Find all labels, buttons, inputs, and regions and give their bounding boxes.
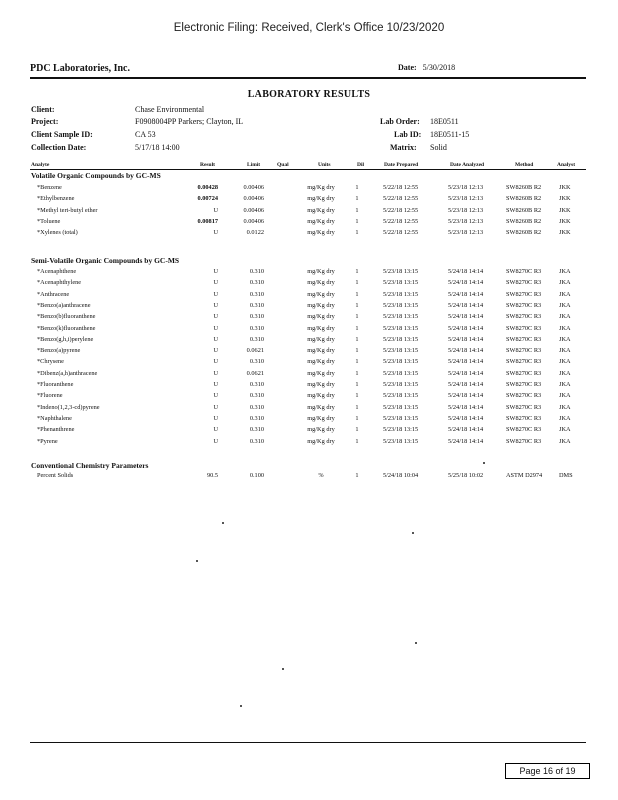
scan-speck bbox=[415, 642, 417, 644]
sample-id-value: CA 53 bbox=[135, 130, 156, 139]
col-method: Method bbox=[515, 162, 534, 168]
cell-result: U bbox=[213, 290, 218, 298]
client-label: Client: bbox=[31, 105, 55, 114]
cell-limit: 0.0621 bbox=[246, 369, 264, 377]
table-row bbox=[0, 415, 618, 426]
header-rule bbox=[30, 77, 586, 79]
cell-date-prepared: 5/23/18 13:15 bbox=[383, 392, 419, 400]
cell-analyte: *Anthracene bbox=[37, 290, 70, 298]
project-value: F0908004PP Parkers; Clayton, IL bbox=[135, 117, 244, 126]
cell-dilution: 1 bbox=[355, 437, 359, 445]
cell-result: U bbox=[213, 268, 218, 275]
cell-result: U bbox=[213, 347, 218, 355]
matrix-label: Matrix: bbox=[390, 143, 417, 152]
cell-date-prepared: 5/23/18 13:15 bbox=[383, 403, 419, 411]
sample-id-label: Client Sample ID: bbox=[31, 130, 93, 139]
cell-date-analyzed: 5/24/18 14:14 bbox=[448, 313, 484, 321]
cell-analyte: *Xylenes (total) bbox=[37, 229, 78, 237]
cell-result: U bbox=[213, 229, 218, 237]
lab-order-label: Lab Order: bbox=[380, 117, 420, 126]
cell-dilution: 1 bbox=[355, 313, 359, 321]
cell-method: SW8270C R3 bbox=[506, 426, 542, 434]
cell-date-prepared: 5/23/18 13:15 bbox=[383, 347, 419, 355]
cell-limit: 0.310 bbox=[249, 381, 264, 388]
cell-date-prepared: 5/23/18 13:15 bbox=[383, 279, 419, 287]
cell-units: mg/Kg dry bbox=[307, 347, 335, 355]
cell-units: mg/Kg dry bbox=[307, 268, 335, 275]
cell-units: mg/Kg dry bbox=[307, 217, 335, 225]
cell-analyst: JKK bbox=[559, 206, 571, 214]
cell-date-prepared: 5/23/18 13:15 bbox=[383, 381, 419, 388]
cell-limit: 0.310 bbox=[249, 437, 264, 445]
cell-limit: 0.310 bbox=[249, 268, 264, 275]
cell-date-prepared: 5/22/18 12:55 bbox=[383, 184, 419, 191]
cell-limit: 0.100 bbox=[249, 472, 264, 479]
scan-speck bbox=[412, 532, 414, 534]
cell-analyst: JKK bbox=[559, 229, 571, 237]
cell-date-analyzed: 5/24/18 14:14 bbox=[448, 414, 484, 422]
cell-date-prepared: 5/23/18 13:15 bbox=[383, 335, 419, 343]
table-row bbox=[0, 404, 618, 415]
cell-units: mg/Kg dry bbox=[307, 403, 335, 411]
cell-analyst: JKA bbox=[559, 324, 571, 332]
table-row bbox=[0, 438, 618, 449]
cell-dilution: 1 bbox=[355, 290, 359, 298]
cell-dilution: 1 bbox=[355, 358, 359, 366]
cell-units: mg/Kg dry bbox=[307, 290, 335, 298]
cell-analyte: *Benzo(a)pyrene bbox=[37, 347, 81, 355]
cell-dilution: 1 bbox=[355, 426, 359, 434]
cell-date-analyzed: 5/24/18 14:14 bbox=[448, 279, 484, 287]
cell-date-prepared: 5/23/18 13:15 bbox=[383, 414, 419, 422]
cell-result: U bbox=[213, 206, 218, 214]
cell-limit: 0.310 bbox=[249, 290, 264, 298]
table-row bbox=[0, 291, 618, 302]
cell-date-analyzed: 5/24/18 14:14 bbox=[448, 437, 484, 445]
table-row bbox=[0, 207, 618, 218]
scan-speck bbox=[196, 560, 198, 562]
cell-analyst: JKA bbox=[559, 403, 571, 411]
cell-analyst: JKA bbox=[559, 313, 571, 321]
cell-limit: 0.310 bbox=[249, 403, 264, 411]
cell-dilution: 1 bbox=[355, 195, 359, 203]
client-value: Chase Environmental bbox=[135, 105, 205, 114]
section-title: Volatile Organic Compounds by GC-MS bbox=[31, 171, 161, 180]
cell-limit: 0.310 bbox=[249, 414, 264, 422]
cell-dilution: 1 bbox=[355, 403, 359, 411]
cell-units: mg/Kg dry bbox=[307, 369, 335, 377]
cell-result: U bbox=[213, 403, 218, 411]
scan-speck bbox=[282, 668, 284, 670]
table-row bbox=[0, 347, 618, 358]
cell-analyte: *Naphthalene bbox=[37, 414, 72, 422]
cell-date-prepared: 5/23/18 13:15 bbox=[383, 268, 419, 275]
cell-analyst: JKA bbox=[559, 268, 571, 275]
cell-limit: 0.0621 bbox=[246, 347, 264, 355]
table-row bbox=[0, 370, 618, 381]
cell-date-prepared: 5/22/18 12:55 bbox=[383, 206, 419, 214]
cell-analyte: *Methyl tert-butyl ether bbox=[37, 206, 98, 214]
cell-analyte: *Chrysene bbox=[37, 358, 64, 366]
report-date-label: Date: bbox=[398, 63, 417, 72]
cell-result: U bbox=[213, 313, 218, 321]
cell-analyte: *Benzo(b)fluoranthene bbox=[37, 313, 96, 321]
table-row bbox=[0, 218, 618, 229]
cell-limit: 0.310 bbox=[249, 392, 264, 400]
cell-units: mg/Kg dry bbox=[307, 195, 335, 203]
cell-limit: 0.310 bbox=[249, 426, 264, 434]
cell-analyte: *Fluorene bbox=[37, 392, 63, 400]
cell-dilution: 1 bbox=[355, 347, 359, 355]
cell-date-prepared: 5/23/18 13:15 bbox=[383, 290, 419, 298]
cell-analyte: *Phenanthrene bbox=[37, 426, 75, 434]
cell-date-analyzed: 5/23/18 12:13 bbox=[448, 217, 484, 225]
cell-result: U bbox=[213, 369, 218, 377]
cell-method: SW8270C R3 bbox=[506, 392, 542, 400]
cell-limit: 0.00406 bbox=[243, 184, 264, 191]
cell-date-analyzed: 5/24/18 14:14 bbox=[448, 403, 484, 411]
cell-result: U bbox=[213, 437, 218, 445]
cell-result: U bbox=[213, 279, 218, 287]
cell-date-prepared: 5/22/18 12:55 bbox=[383, 195, 419, 203]
cell-analyte: *Fluoranthene bbox=[37, 381, 74, 388]
cell-date-analyzed: 5/24/18 14:14 bbox=[448, 358, 484, 366]
lab-id-value: 18E0511-15 bbox=[430, 130, 470, 139]
cell-method: SW8270C R3 bbox=[506, 437, 542, 445]
cell-date-prepared: 5/23/18 13:15 bbox=[383, 313, 419, 321]
cell-dilution: 1 bbox=[355, 301, 359, 309]
cell-method: SW8270C R3 bbox=[506, 279, 542, 287]
cell-date-analyzed: 5/24/18 14:14 bbox=[448, 426, 484, 434]
cell-date-analyzed: 5/24/18 14:14 bbox=[448, 301, 484, 309]
footer-rule bbox=[30, 742, 586, 743]
col-date-analyzed: Date Analyzed bbox=[450, 162, 485, 168]
cell-limit: 0.00406 bbox=[243, 195, 264, 203]
lab-order-value: 18E0511 bbox=[430, 117, 459, 126]
cell-dilution: 1 bbox=[355, 268, 359, 275]
cell-method: SW8270C R3 bbox=[506, 358, 542, 366]
cell-units: mg/Kg dry bbox=[307, 414, 335, 422]
cell-analyst: JKK bbox=[559, 184, 571, 191]
cell-date-prepared: 5/22/18 12:55 bbox=[383, 217, 419, 225]
cell-date-analyzed: 5/24/18 14:14 bbox=[448, 324, 484, 332]
table-row bbox=[0, 392, 618, 403]
col-limit: Limit bbox=[247, 162, 261, 168]
col-units: Units bbox=[318, 162, 331, 168]
cell-result: 0.00817 bbox=[197, 217, 218, 225]
cell-date-prepared: 5/23/18 13:15 bbox=[383, 324, 419, 332]
cell-method: SW8270C R3 bbox=[506, 301, 542, 309]
cell-dilution: 1 bbox=[355, 335, 359, 343]
table-row bbox=[0, 325, 618, 336]
cell-method: SW8270C R3 bbox=[506, 381, 542, 388]
col-dil: Dil bbox=[357, 162, 365, 168]
cell-method: SW8260B R2 bbox=[506, 217, 542, 225]
collection-date-value: 5/17/18 14:00 bbox=[135, 143, 180, 152]
cell-method: ASTM D2974 bbox=[506, 472, 543, 479]
table-row bbox=[0, 229, 618, 240]
report-date bbox=[398, 63, 455, 72]
cell-result: U bbox=[213, 358, 218, 366]
cell-result: 90.5 bbox=[206, 472, 218, 479]
cell-method: SW8270C R3 bbox=[506, 369, 542, 377]
cell-result: 0.00724 bbox=[197, 195, 218, 203]
cell-units: mg/Kg dry bbox=[307, 392, 335, 400]
cell-date-analyzed: 5/23/18 12:13 bbox=[448, 184, 484, 191]
cell-result: U bbox=[213, 335, 218, 343]
cell-analyst: JKA bbox=[559, 358, 571, 366]
cell-units: mg/Kg dry bbox=[307, 381, 335, 388]
cell-analyte: *Ethylbenzene bbox=[37, 195, 75, 203]
cell-date-analyzed: 5/25/18 10:02 bbox=[448, 472, 484, 479]
page-number-box: Page 16 of 19 bbox=[505, 763, 590, 779]
cell-result: U bbox=[213, 414, 218, 422]
scan-speck bbox=[240, 705, 242, 707]
cell-method: SW8260B R2 bbox=[506, 184, 542, 191]
cell-date-prepared: 5/23/18 13:15 bbox=[383, 358, 419, 366]
cell-analyst: JKK bbox=[559, 217, 571, 225]
table-row bbox=[0, 195, 618, 206]
cell-dilution: 1 bbox=[355, 206, 359, 214]
cell-dilution: 1 bbox=[355, 324, 359, 332]
cell-result: U bbox=[213, 301, 218, 309]
cell-method: SW8270C R3 bbox=[506, 290, 542, 298]
cell-date-prepared: 5/23/18 13:15 bbox=[383, 369, 419, 377]
cell-analyst: JKA bbox=[559, 437, 571, 445]
cell-analyte: *Benzo(g,h,i)perylene bbox=[37, 335, 94, 343]
col-result: Result bbox=[200, 162, 215, 168]
cell-analyst: JKA bbox=[559, 335, 571, 343]
matrix-value: Solid bbox=[430, 143, 447, 152]
cell-units: mg/Kg dry bbox=[307, 279, 335, 287]
cell-units: mg/Kg dry bbox=[307, 313, 335, 321]
cell-dilution: 1 bbox=[355, 472, 359, 479]
table-row bbox=[0, 268, 618, 279]
cell-analyte: *Indeno(1,2,3-cd)pyrene bbox=[37, 403, 100, 411]
cell-date-analyzed: 5/24/18 14:14 bbox=[448, 369, 484, 377]
cell-dilution: 1 bbox=[355, 184, 359, 191]
table-row bbox=[0, 313, 618, 324]
cell-units: mg/Kg dry bbox=[307, 229, 335, 237]
cell-units: mg/Kg dry bbox=[307, 184, 335, 191]
cell-units: mg/Kg dry bbox=[307, 335, 335, 343]
cell-limit: 0.0122 bbox=[246, 229, 264, 237]
table-row bbox=[0, 381, 618, 392]
cell-analyte: *Acenaphthene bbox=[37, 268, 77, 275]
cell-date-analyzed: 5/24/18 14:14 bbox=[448, 268, 484, 275]
cell-limit: 0.00406 bbox=[243, 217, 264, 225]
cell-dilution: 1 bbox=[355, 381, 359, 388]
cell-dilution: 1 bbox=[355, 279, 359, 287]
scan-speck bbox=[222, 522, 224, 524]
cell-analyst: JKK bbox=[559, 195, 571, 203]
cell-analyst: JKA bbox=[559, 381, 571, 388]
cell-method: SW8270C R3 bbox=[506, 403, 542, 411]
cell-method: SW8270C R3 bbox=[506, 347, 542, 355]
cell-analyst: JKA bbox=[559, 290, 571, 298]
cell-analyte: *Dibenz(a,h)anthracene bbox=[37, 369, 98, 377]
cell-limit: 0.00406 bbox=[243, 206, 264, 214]
lab-id-label: Lab ID: bbox=[394, 130, 422, 139]
cell-limit: 0.310 bbox=[249, 358, 264, 366]
section-title: Semi-Volatile Organic Compounds by GC-MS bbox=[31, 256, 180, 265]
cell-analyte: *Acenaphthylene bbox=[37, 279, 82, 287]
cell-analyte: *Benzene bbox=[37, 184, 62, 191]
cell-analyst: JKA bbox=[559, 414, 571, 422]
cell-units: % bbox=[318, 472, 324, 479]
cell-analyte: *Benzo(a)anthracene bbox=[37, 301, 91, 309]
cell-limit: 0.310 bbox=[249, 279, 264, 287]
cell-analyst: JKA bbox=[559, 369, 571, 377]
cell-date-prepared: 5/23/18 13:15 bbox=[383, 437, 419, 445]
cell-limit: 0.310 bbox=[249, 324, 264, 332]
page-title: LABORATORY RESULTS bbox=[247, 89, 371, 100]
cell-dilution: 1 bbox=[355, 369, 359, 377]
cell-result: U bbox=[213, 392, 218, 400]
cell-analyte: *Pyrene bbox=[37, 437, 58, 445]
section-title: Conventional Chemistry Parameters bbox=[31, 461, 149, 470]
cell-result: 0.00428 bbox=[197, 184, 218, 191]
cell-limit: 0.310 bbox=[249, 335, 264, 343]
cell-analyte: *Benzo(k)fluoranthene bbox=[37, 324, 96, 332]
cell-date-analyzed: 5/24/18 14:14 bbox=[448, 335, 484, 343]
cell-dilution: 1 bbox=[355, 217, 359, 225]
cell-units: mg/Kg dry bbox=[307, 301, 335, 309]
cell-method: SW8270C R3 bbox=[506, 324, 542, 332]
cell-date-analyzed: 5/24/18 14:14 bbox=[448, 290, 484, 298]
cell-analyte: Percent Solids bbox=[37, 472, 74, 479]
cell-result: U bbox=[213, 426, 218, 434]
cell-date-analyzed: 5/24/18 14:14 bbox=[448, 392, 484, 400]
cell-analyst: JKA bbox=[559, 347, 571, 355]
table-row bbox=[0, 426, 618, 437]
col-qual: Qual bbox=[277, 162, 289, 168]
table-row bbox=[0, 184, 618, 195]
cell-analyst: JKA bbox=[559, 392, 571, 400]
column-header-rule bbox=[30, 169, 586, 170]
cell-result: U bbox=[213, 381, 218, 388]
cell-units: mg/Kg dry bbox=[307, 358, 335, 366]
cell-method: SW8260B R2 bbox=[506, 195, 542, 203]
col-analyte: Analyte bbox=[31, 162, 50, 168]
col-date-prepared: Date Prepared bbox=[384, 162, 419, 168]
cell-limit: 0.310 bbox=[249, 301, 264, 309]
cell-date-analyzed: 5/23/18 12:13 bbox=[448, 229, 484, 237]
cell-date-analyzed: 5/23/18 12:13 bbox=[448, 206, 484, 214]
cell-units: mg/Kg dry bbox=[307, 426, 335, 434]
scan-speck bbox=[483, 462, 485, 464]
cell-date-prepared: 5/22/18 12:55 bbox=[383, 229, 419, 237]
cell-analyst: JKA bbox=[559, 301, 571, 309]
cell-method: SW8260B R2 bbox=[506, 206, 542, 214]
col-analyst: Analyst bbox=[557, 162, 576, 168]
cell-date-analyzed: 5/24/18 14:14 bbox=[448, 381, 484, 388]
cell-date-prepared: 5/24/18 10:04 bbox=[383, 472, 419, 479]
cell-method: SW8270C R3 bbox=[506, 313, 542, 321]
cell-units: mg/Kg dry bbox=[307, 324, 335, 332]
table-row bbox=[0, 472, 618, 483]
cell-units: mg/Kg dry bbox=[307, 437, 335, 445]
cell-date-prepared: 5/23/18 13:15 bbox=[383, 301, 419, 309]
cell-units: mg/Kg dry bbox=[307, 206, 335, 214]
cell-dilution: 1 bbox=[355, 414, 359, 422]
project-label: Project: bbox=[31, 117, 59, 126]
table-row bbox=[0, 336, 618, 347]
cell-date-analyzed: 5/24/18 14:14 bbox=[448, 347, 484, 355]
cell-method: SW8270C R3 bbox=[506, 414, 542, 422]
cell-analyst: JKA bbox=[559, 426, 571, 434]
filing-stamp: Electronic Filing: Received, Clerk's Office 10/23/2020 bbox=[173, 22, 445, 34]
cell-analyst: DMS bbox=[559, 472, 573, 479]
cell-limit: 0.310 bbox=[249, 313, 264, 321]
cell-method: SW8270C R3 bbox=[506, 268, 542, 275]
cell-analyte: *Toluene bbox=[37, 217, 61, 225]
cell-dilution: 1 bbox=[355, 392, 359, 400]
cell-method: SW8270C R3 bbox=[506, 335, 542, 343]
table-row bbox=[0, 302, 618, 313]
cell-date-prepared: 5/23/18 13:15 bbox=[383, 426, 419, 434]
cell-date-analyzed: 5/23/18 12:13 bbox=[448, 195, 484, 203]
cell-method: SW8260B R2 bbox=[506, 229, 542, 237]
table-row bbox=[0, 279, 618, 290]
table-row bbox=[0, 358, 618, 369]
cell-result: U bbox=[213, 324, 218, 332]
cell-analyst: JKA bbox=[559, 279, 571, 287]
cell-dilution: 1 bbox=[355, 229, 359, 237]
report-date-value: 5/30/2018 bbox=[422, 63, 456, 72]
lab-name: PDC Laboratories, Inc. bbox=[30, 63, 130, 74]
collection-date-label: Collection Date: bbox=[31, 143, 87, 152]
